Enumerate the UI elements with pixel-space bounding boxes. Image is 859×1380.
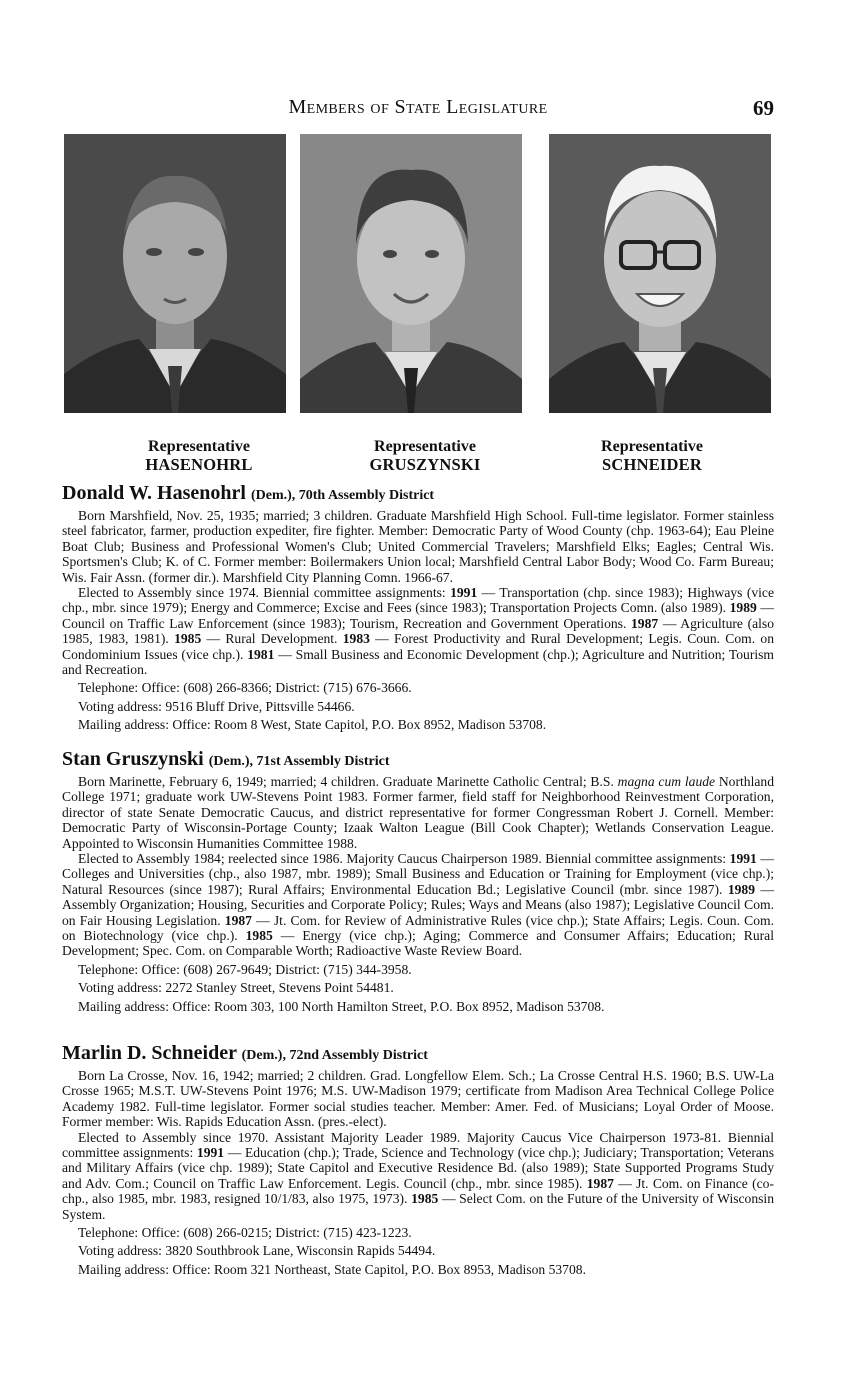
page-title: Members of State Legislature bbox=[288, 96, 548, 118]
member-bio-schneider bbox=[62, 1042, 774, 1277]
member-party: (Dem.), bbox=[241, 1048, 286, 1063]
member-voting-address: Voting address: 3820 Southbrook Lane, Wisconsin Rapids 54494. bbox=[78, 1243, 436, 1259]
caption-title: Representative bbox=[148, 438, 250, 455]
member-party: (Dem.), bbox=[208, 754, 254, 769]
member-bio-gruszynski bbox=[62, 748, 774, 1014]
portrait-photo-hasenohrl bbox=[64, 134, 286, 413]
caption-name: GRUSZYNSKI bbox=[369, 455, 481, 474]
member-name: Stan Gruszynski bbox=[62, 748, 204, 770]
member-heading bbox=[62, 748, 774, 773]
caption-schneider bbox=[537, 438, 767, 474]
caption-name: HASENOHRL bbox=[145, 455, 253, 474]
member-district: 71st Assembly District bbox=[256, 754, 390, 769]
member-biography: Born La Crosse, Nov. 16, 1942; married; 2 children. Grad. Longfellow Elem. Sch.; La Crosse Central H.S. 1960; B.S. UW-La Crosse 1965; M.S.T. UW-Stevens Point 1976; M.S. UW-Madison 1979; certificate from Madison Area Technical College Police Academy 1982. Full-time legislator. Former social studies teacher. Member: Amer. Fed. of Musicians; Loyal Order of Moose. Former member: Wis. Rapids Education Assn. (pres.-elect). bbox=[62, 1068, 774, 1130]
member-district: 72nd Assembly District bbox=[289, 1048, 428, 1063]
member-party: (Dem.), bbox=[250, 488, 296, 503]
member-name: Donald W. Hasenohrl bbox=[62, 482, 246, 504]
member-name: Marlin D. Schneider bbox=[62, 1042, 237, 1064]
member-service: Elected to Assembly since 1970. Assistant Majority Leader 1989. Majority Caucus Vice Chairperson 1973-81. Biennial committee assignments: 1991 — Education (chp.); Trade, Science and Technology (vice chp.); Judiciary; Transportation; Veterans and Military Affairs (vice chp. 1989); State Capitol and Executive Residence Bd. (also 1989); State Supported Programs Study and Adv. Com.; Council on Traffic Law Enforcement. Legis. Council (chp., mbr. since 1985). 1987 — Jt. Com. on Finance (co-chp., also 1985, mbr. 1983, resigned 10/1/83, also 1975, 1973). 1985 — Select Com. on the Future of the University of Wisconsin System. bbox=[62, 1129, 775, 1222]
member-bio-hasenohrl bbox=[62, 482, 774, 733]
member-telephone: Telephone: Office: (608) 266-8366; District: (715) 676-3666. bbox=[78, 680, 412, 696]
caption-name: SCHNEIDER bbox=[602, 455, 702, 474]
member-biography: Born Marshfield, Nov. 25, 1935; married; 3 children. Graduate Marshfield High School. Full-time legislator. Former stainless steel fabricator, farmer, production expediter, fire fighter. Member: Democratic Party of Wood County (chp. 1963-64); Eau Pleine Boat Club; Business and Professional Women's Club; United Commercial Travelers; Marshfield Elks; Eagles; Central Wis. Sportsmen's Club; K. of C. Former member: Boilermakers Union local; Marshfield Central Labor Body; Wood Co. Farm Bureau; Wis. Fair Assn. (former dir.). Marshfield City Planning Comn. 1966-67. bbox=[62, 508, 774, 585]
member-voting-address: Voting address: 9516 Bluff Drive, Pittsville 54466. bbox=[78, 698, 355, 714]
member-mailing-address: Mailing address: Office: Room 303, 100 North Hamilton Street, P.O. Box 8952, Madison 53708. bbox=[78, 998, 605, 1014]
caption-gruszynski bbox=[310, 438, 540, 474]
member-telephone: Telephone: Office: (608) 266-0215; District: (715) 423-1223. bbox=[78, 1225, 412, 1241]
running-head bbox=[62, 96, 774, 122]
caption-title: Representative bbox=[374, 438, 476, 455]
member-service: Elected to Assembly 1984; reelected since 1986. Majority Caucus Chairperson 1989. Biennial committee assignments: 1991 — Colleges and Universities (chp., also 1987, mbr. 1989); Small Business and Education or Training for Employment (vice chp.); Natural Resources (since 1987); Rural Affairs; Environmental Education Bd.; Legislative Council (mbr. since 1987). 1989 — Assembly Organization; Housing, Securities and Corporate Policy; Rules; Ways and Means (also 1987); Legislative Council Com. on Fair Housing Legislation. 1987 — Jt. Com. for Review of Administrative Rules (vice chp.); State Affairs; Legis. Coun. Com. on Biotechnology (vice chp.). 1985 — Energy (vice chp.); Aging; Commerce and Consumer Affairs; Education; Rural Development; Spec. Com. on Comparable Worth; Radioactive Waste Review Board. bbox=[62, 851, 775, 959]
caption-title: Representative bbox=[601, 438, 703, 455]
member-district: 70th Assembly District bbox=[298, 488, 435, 503]
page-number: 69 bbox=[753, 96, 774, 120]
portrait-photo-schneider bbox=[549, 134, 771, 413]
member-mailing-address: Mailing address: Office: Room 8 West, State Capitol, P.O. Box 8952, Madison 53708. bbox=[78, 717, 547, 733]
portrait-photo-gruszynski bbox=[300, 134, 522, 413]
member-service: Elected to Assembly since 1974. Biennial committee assignments: 1991 — Transportation (chp. since 1983); Highways (vice chp., mbr. since 1979); Energy and Commerce; Excise and Fees (since 1983); Transportation Projects Comn. (also 1989). 1989 — Council on Traffic Law Enforcement (since 1983); Tourism, Recreation and Government Operations. 1987 — Agriculture (also 1985, 1983, 1981). 1985 — Rural Development. 1983 — Forest Productivity and Rural Development; Legis. Coun. Com. on Condominium Issues (vice chp.). 1981 — Small Business and Economic Development (chp.); Agriculture and Nutrition; Tourism and Recreation. bbox=[62, 585, 774, 678]
member-heading bbox=[62, 482, 774, 507]
caption-hasenohrl bbox=[84, 438, 314, 474]
member-telephone: Telephone: Office: (608) 267-9649; District: (715) 344-3958. bbox=[78, 961, 412, 977]
member-biography: Born Marinette, February 6, 1949; married; 4 children. Graduate Marinette Catholic Central; B.S. magna cum laude Northland College 1971; graduate work UW-Stevens Point 1983. Former farmer, field staff for Neighborhood Reinvestment Corporation, director of state Senate Democratic Caucus, and district representative for former Congressman Robert J. Cornell. Member: Democratic Party of Wisconsin-Portage County; Izaak Walton League (Bill Cook Chapter); Wetlands Conservation League. Appointed to Wisconsin Humanities Committee 1988. bbox=[62, 774, 774, 851]
member-heading bbox=[62, 1042, 774, 1067]
member-mailing-address: Mailing address: Office: Room 321 Northeast, State Capitol, P.O. Box 8953, Madison 53708. bbox=[78, 1261, 586, 1277]
member-voting-address: Voting address: 2272 Stanley Street, Stevens Point 54481. bbox=[78, 980, 394, 996]
